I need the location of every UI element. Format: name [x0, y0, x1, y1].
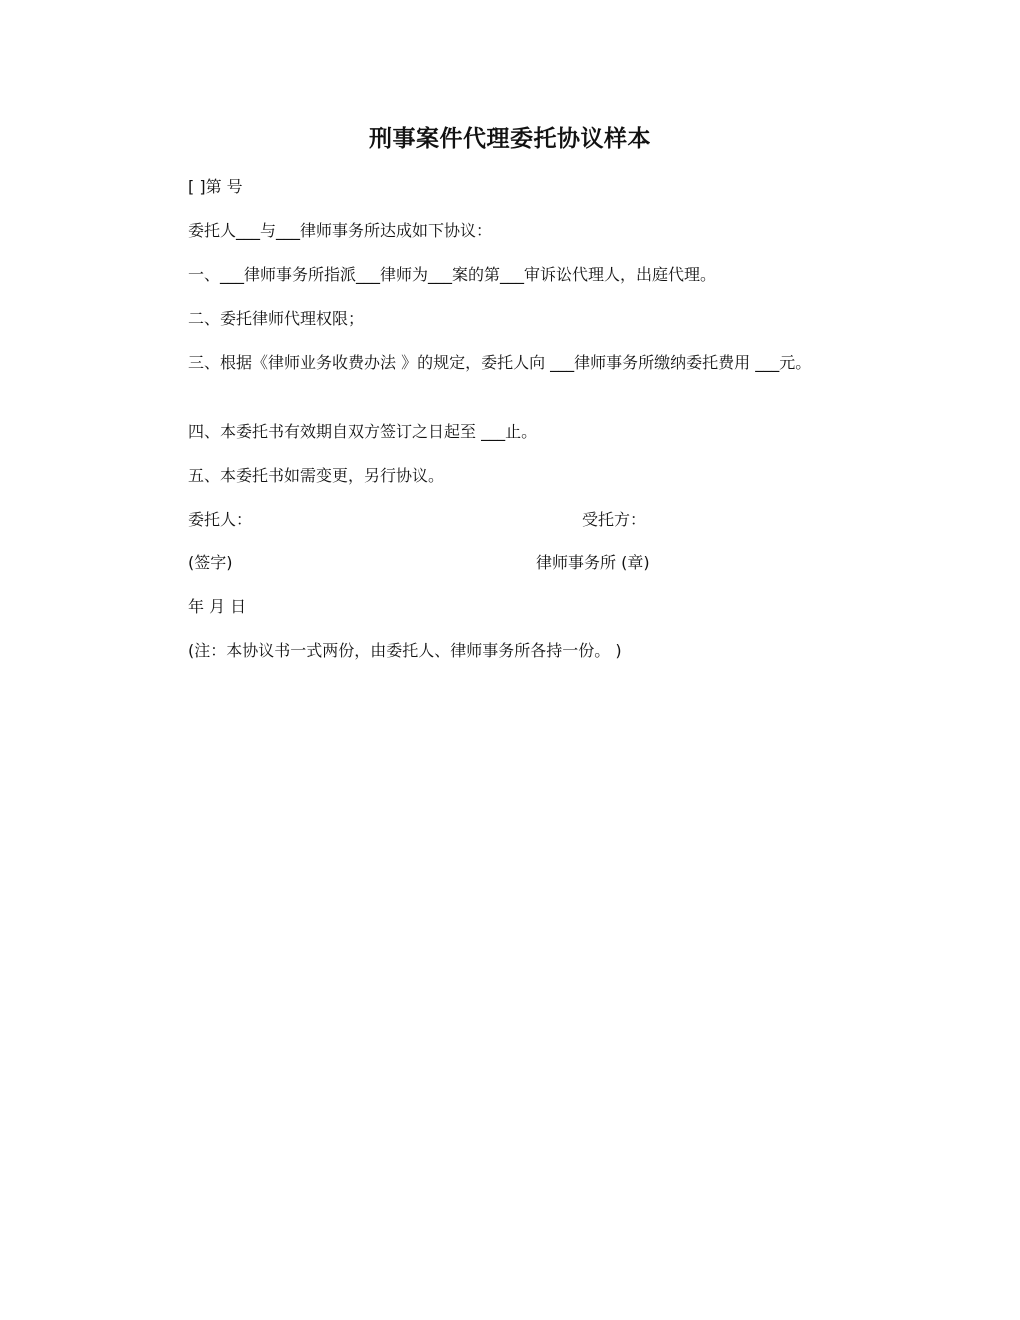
clause-five: 五、本委托书如需变更，另行协议。	[188, 466, 445, 485]
client-label: 委托人：	[188, 510, 253, 529]
date-line: 年 月 日	[188, 597, 247, 616]
agreement-intro-line: 委托人___与___律师事务所达成如下协议：	[188, 221, 493, 240]
clause-one: 一、___律师事务所指派___律师为___案的第___审诉讼代理人，出庭代理。	[188, 265, 717, 284]
clause-two: 二、委托律师代理权限；	[188, 309, 365, 328]
agent-label: 受托方：	[582, 510, 647, 529]
agent-seal: 律师事务所 (章)	[536, 553, 650, 572]
document-title: 刑事案件代理委托协议样本	[369, 125, 651, 152]
clause-four: 四、本委托书有效期自双方签订之日起至 ___止。	[188, 422, 538, 441]
document-note: (注：本协议书一式两份，由委托人、律师事务所各持一份。 )	[188, 641, 622, 660]
client-signature: (签字)	[188, 553, 233, 572]
document-number-line: [ ]第 号	[188, 177, 243, 196]
clause-three: 三、根据《律师业务收费办法 》的规定，委托人向 ___律师事务所缴纳委托费用 ___元。	[188, 353, 812, 372]
